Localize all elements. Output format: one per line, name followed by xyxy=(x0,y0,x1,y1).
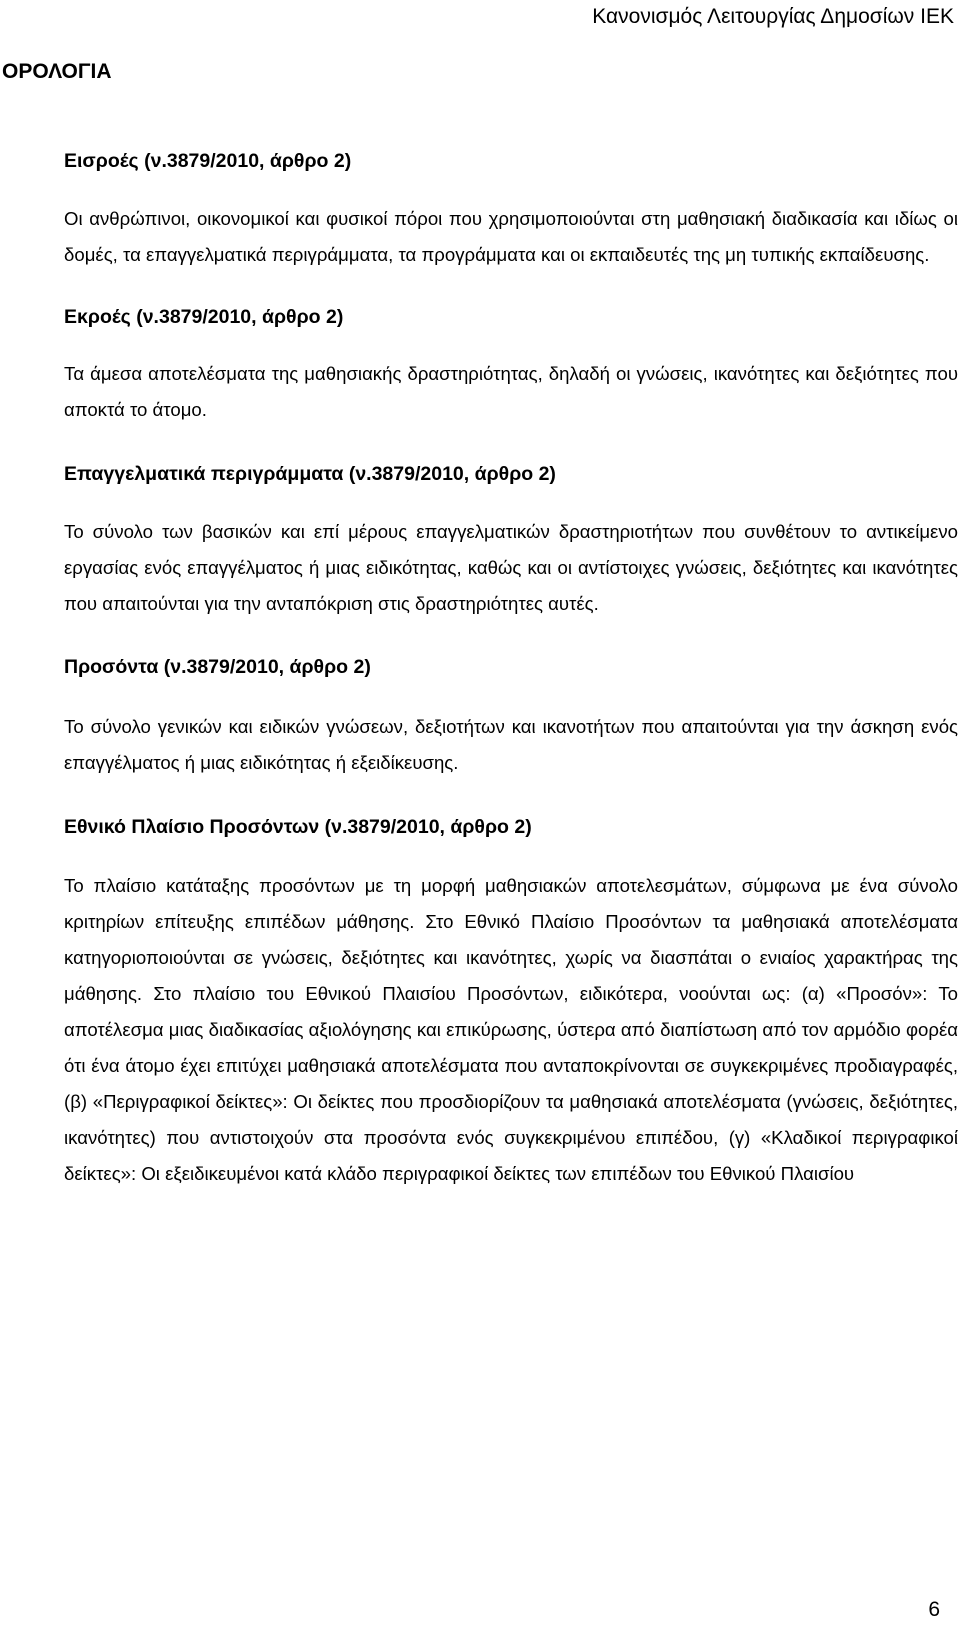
term-name: Προσόντα xyxy=(64,656,159,678)
term-definition: Το πλαίσιο κατάταξης προσόντων με τη μορφή μαθησιακών αποτελεσμάτων, σύμφωνα με ένα σύνολο κριτηρίων επίτευξης επιπέδων μάθησης. Στο Εθνικό Πλαίσιο Προσόντων τα μαθησιακά αποτελέσματα κατηγοριοποιούνται σε γνώσεις, δεξιότητες και ικανότητες, χωρίς να διασπάται ο ενιαίος χαρακτήρας της μάθησης. Στο πλαίσιο του Εθνικού Πλαισίου Προσόντων, ειδικότερα, νοούνται ως: (α) «Προσόν»: Το αποτέλεσμα μιας διαδικασίας αξιολόγησης και επικύρωσης, ύστερα από διαπίστωση από τον αρμόδιο φορέα ότι ένα άτομο έχει επιτύχει μαθησιακά αποτελέσματα που ανταποκρίνονται σε συγκεκριμένες προδιαγραφές, (β) «Περιγραφικοί δείκτες»: Οι δείκτες που προσδιορίζουν τα μαθησιακά αποτελέσματα (γνώσεις, δεξιότητες, ικανότητες) που αντιστοιχούν στα προσόντα ενός συγκεκριμένου επιπέδου, (γ) «Κλαδικοί περιγραφικοί δείκτες»: Οι εξειδικευμένοι κατά κλάδο περιγραφικοί δείκτες των επιπέδων του Εθνικού Πλαισίου xyxy=(64,875,958,1184)
term-name: Επαγγελματικά περιγράμματα xyxy=(64,463,344,485)
running-header: Κανονισμός Λειτουργίας Δημοσίων ΙΕΚ xyxy=(592,5,954,28)
term-name: Εισροές xyxy=(64,150,139,172)
term-definition: Το σύνολο γενικών και ειδικών γνώσεων, δεξιοτήτων και ικανοτήτων που απαιτούνται για την άσκηση ενός επαγγέλματος ή μιας ειδικότητας ή εξειδίκευσης. xyxy=(64,716,958,773)
term-definition: Το σύνολο των βασικών και επί μέρους επαγγελματικών δραστηριοτήτων που συνθέτουν το αντικείμενο εργασίας ενός επαγγέλματος ή μιας ειδικότητας, καθώς και οι αντίστοιχες γνώσεις, δεξιότητες και ικανότητες που απαιτούνται για την ανταπόκριση στις δραστηριότητες αυτές. xyxy=(64,521,958,614)
glossary-entry xyxy=(64,814,958,1192)
term-heading xyxy=(64,461,958,487)
term-reference: (ν.3879/2010, άρθρο 2) xyxy=(348,463,556,485)
term-name: Εκροές xyxy=(64,306,131,328)
glossary-entry xyxy=(64,148,958,273)
term-definition: Οι ανθρώπινοι, οικονομικοί και φυσικοί πόροι που χρησιμοποιούνται στη μαθησιακή διαδικασία και ιδίως οι δομές, τα επαγγελματικά περιγράμματα, τα προγράμματα και οι εκπαιδευτές της μη τυπικής εκπαίδευσης. xyxy=(64,208,958,265)
term-reference: (ν.3879/2010, άρθρο 2) xyxy=(144,150,352,172)
term-name: Εθνικό Πλαίσιο Προσόντων xyxy=(64,816,320,838)
term-reference: (ν.3879/2010, άρθρο 2) xyxy=(324,816,532,838)
term-definition: Τα άμεσα αποτελέσματα της μαθησιακής δραστηριότητας, δηλαδή οι γνώσεις, ικανότητες και δεξιότητες που αποκτά το άτομο. xyxy=(64,363,958,420)
page-number: 6 xyxy=(928,1598,940,1621)
term-heading xyxy=(64,304,958,330)
term-heading xyxy=(64,148,958,174)
glossary-body xyxy=(64,148,958,1192)
glossary-entry xyxy=(64,304,958,428)
term-reference: (ν.3879/2010, άρθρο 2) xyxy=(136,306,344,328)
term-heading xyxy=(64,654,958,680)
glossary-entry xyxy=(64,654,958,781)
glossary-entry xyxy=(64,461,958,622)
term-heading xyxy=(64,814,958,840)
term-reference: (ν.3879/2010, άρθρο 2) xyxy=(163,656,371,678)
section-title: ΟΡΟΛΟΓΙΑ xyxy=(2,60,112,83)
